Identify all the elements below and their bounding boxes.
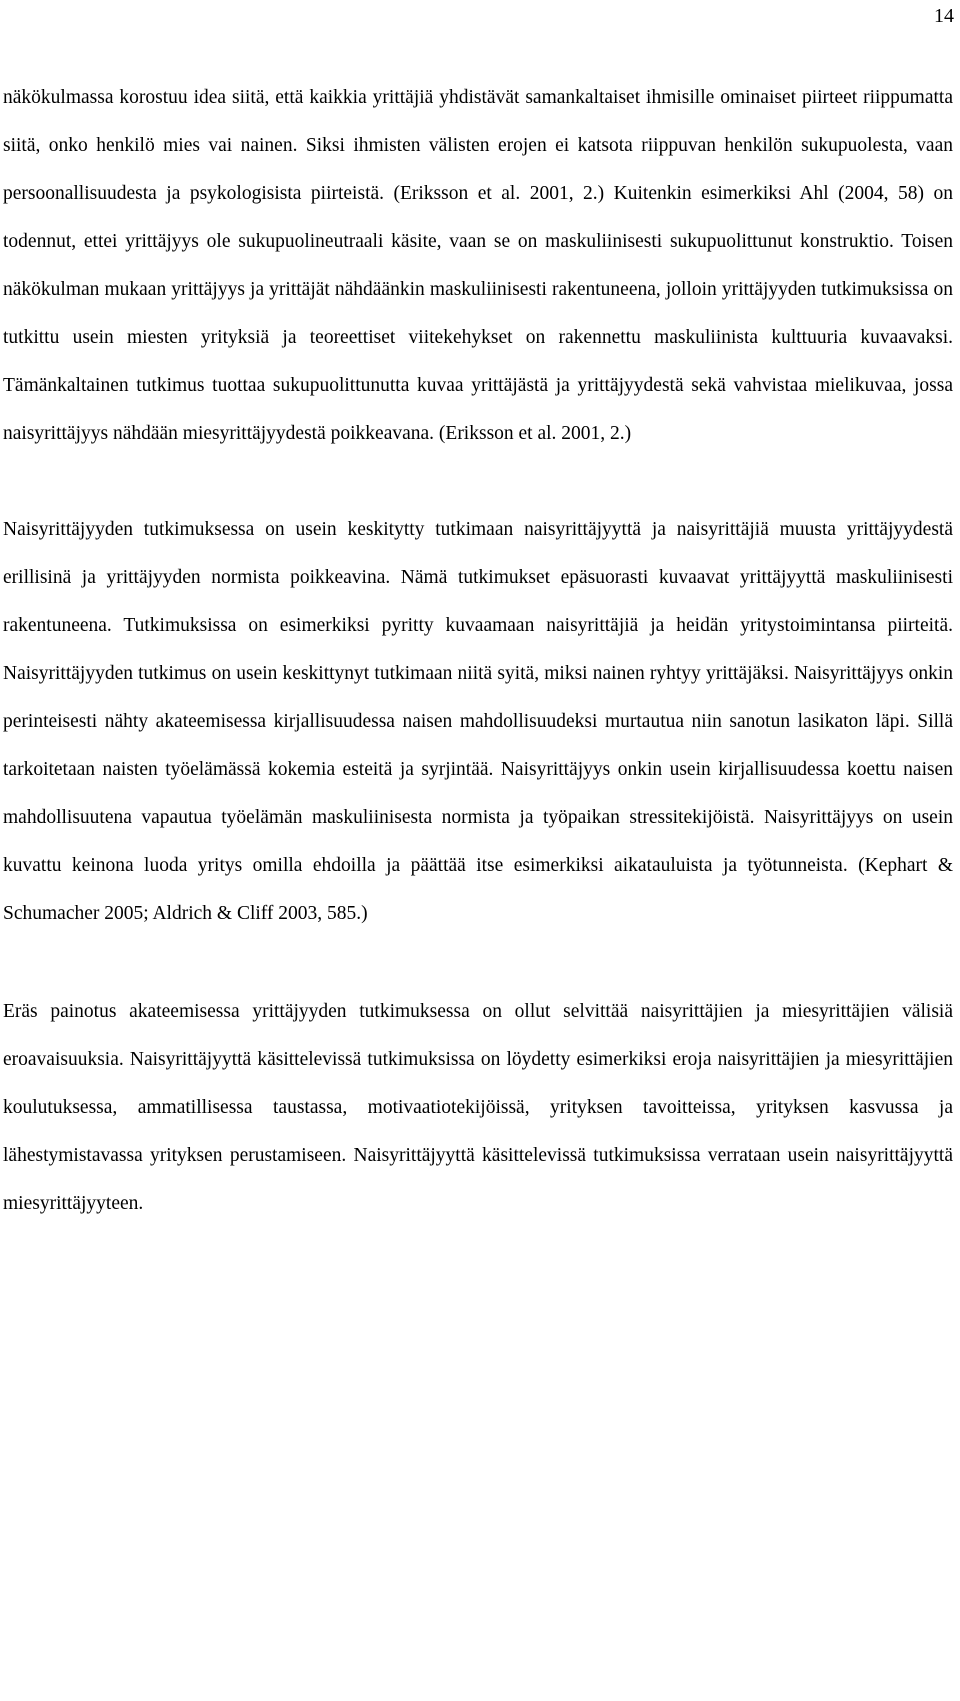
- paragraph: näkökulmassa korostuu idea siitä, että kaikkia yrittäjiä yhdistävät samankaltaiset ihmisille ominaiset piirteet riippumatta siitä, onko henkilö mies vai nainen. Siksi ihmisten välisten erojen ei katsota riippuvan henkilön sukupuolesta, vaan persoonallisuudesta ja psykologisista piirteistä. (Eriksson et al. 2001, 2.) Kuitenkin esimerkiksi Ahl (2004, 58) on todennut, ettei yrittäjyys ole sukupuolineutraali käsite, vaan se on maskuliinisesti sukupuolittunut konstruktio. Toisen näkökulman mukaan yrittäjyys ja yrittäjät nähdäänkin maskuliinisesti rakentuneena, jolloin yrittäjyyden tutkimuksissa on tutkittu usein miesten yrityksiä ja teoreettiset viitekehykset on rakennettu maskuliinista kulttuuria kuvaavaksi. Tämänkaltainen tutkimus tuottaa sukupuolittunutta kuvaa yrittäjästä ja yrittäjyydestä sekä vahvistaa mielikuvaa, jossa naisyrittäjyys nähdään miesyrittäjyydestä poikkeavana. (Eriksson et al. 2001, 2.): [3, 87, 953, 444]
- paragraph: Naisyrittäjyyden tutkimuksessa on usein keskitytty tutkimaan naisyrittäjyyttä ja naisyrittäjiä muusta yrittäjyydestä erillisinä ja yrittäjyyden normista poikkeavina. Nämä tutkimukset epäsuorasti kuvaavat yrittäjyyttä maskuliinisesti rakentuneena. Tutkimuksissa on esimerkiksi pyritty kuvaamaan naisyrittäjiä ja heidän yritystoimintansa piirteitä. Naisyrittäjyyden tutkimus on usein keskittynyt tutkimaan niitä syitä, miksi nainen ryhtyy yrittäjäksi. Naisyrittäjyys onkin perinteisesti nähty akateemisessa kirjallisuudessa naisen mahdollisuudeksi murtautua niin sanotun lasikaton läpi. Sillä tarkoitetaan naisten työelämässä kokemia esteitä ja syrjintää. Naisyrittäjyys onkin usein kirjallisuudessa koettu naisen mahdollisuutena vapautua työelämän maskuliinisesta normista ja työpaikan stressitekijöistä. Naisyrittäjyys on usein kuvattu keinona luoda yritys omilla ehdoilla ja päättää itse esimerkiksi aikatauluista ja työtunneista. (Kephart & Schumacher 2005; Aldrich & Cliff 2003, 585.): [3, 519, 953, 924]
- paragraph: Eräs painotus akateemisessa yrittäjyyden tutkimuksessa on ollut selvittää naisyrittäjien ja miesyrittäjien välisiä eroavaisuuksia. Naisyrittäjyyttä käsittelevissä tutkimuksissa on löydetty esimerkiksi eroja naisyrittäjien ja miesyrittäjien koulutuksessa, ammatillisessa taustassa, motivaatiotekijöissä, yrityksen tavoitteissa, yrityksen kasvussa ja lähestymistavassa yrityksen perustamiseen. Naisyrittäjyyttä käsittelevissä tutkimuksissa verrataan usein naisyrittäjyyttä miesyrittäjyyteen.: [3, 1001, 953, 1214]
- page-number: 14: [934, 5, 954, 27]
- document-body: [3, 74, 953, 1228]
